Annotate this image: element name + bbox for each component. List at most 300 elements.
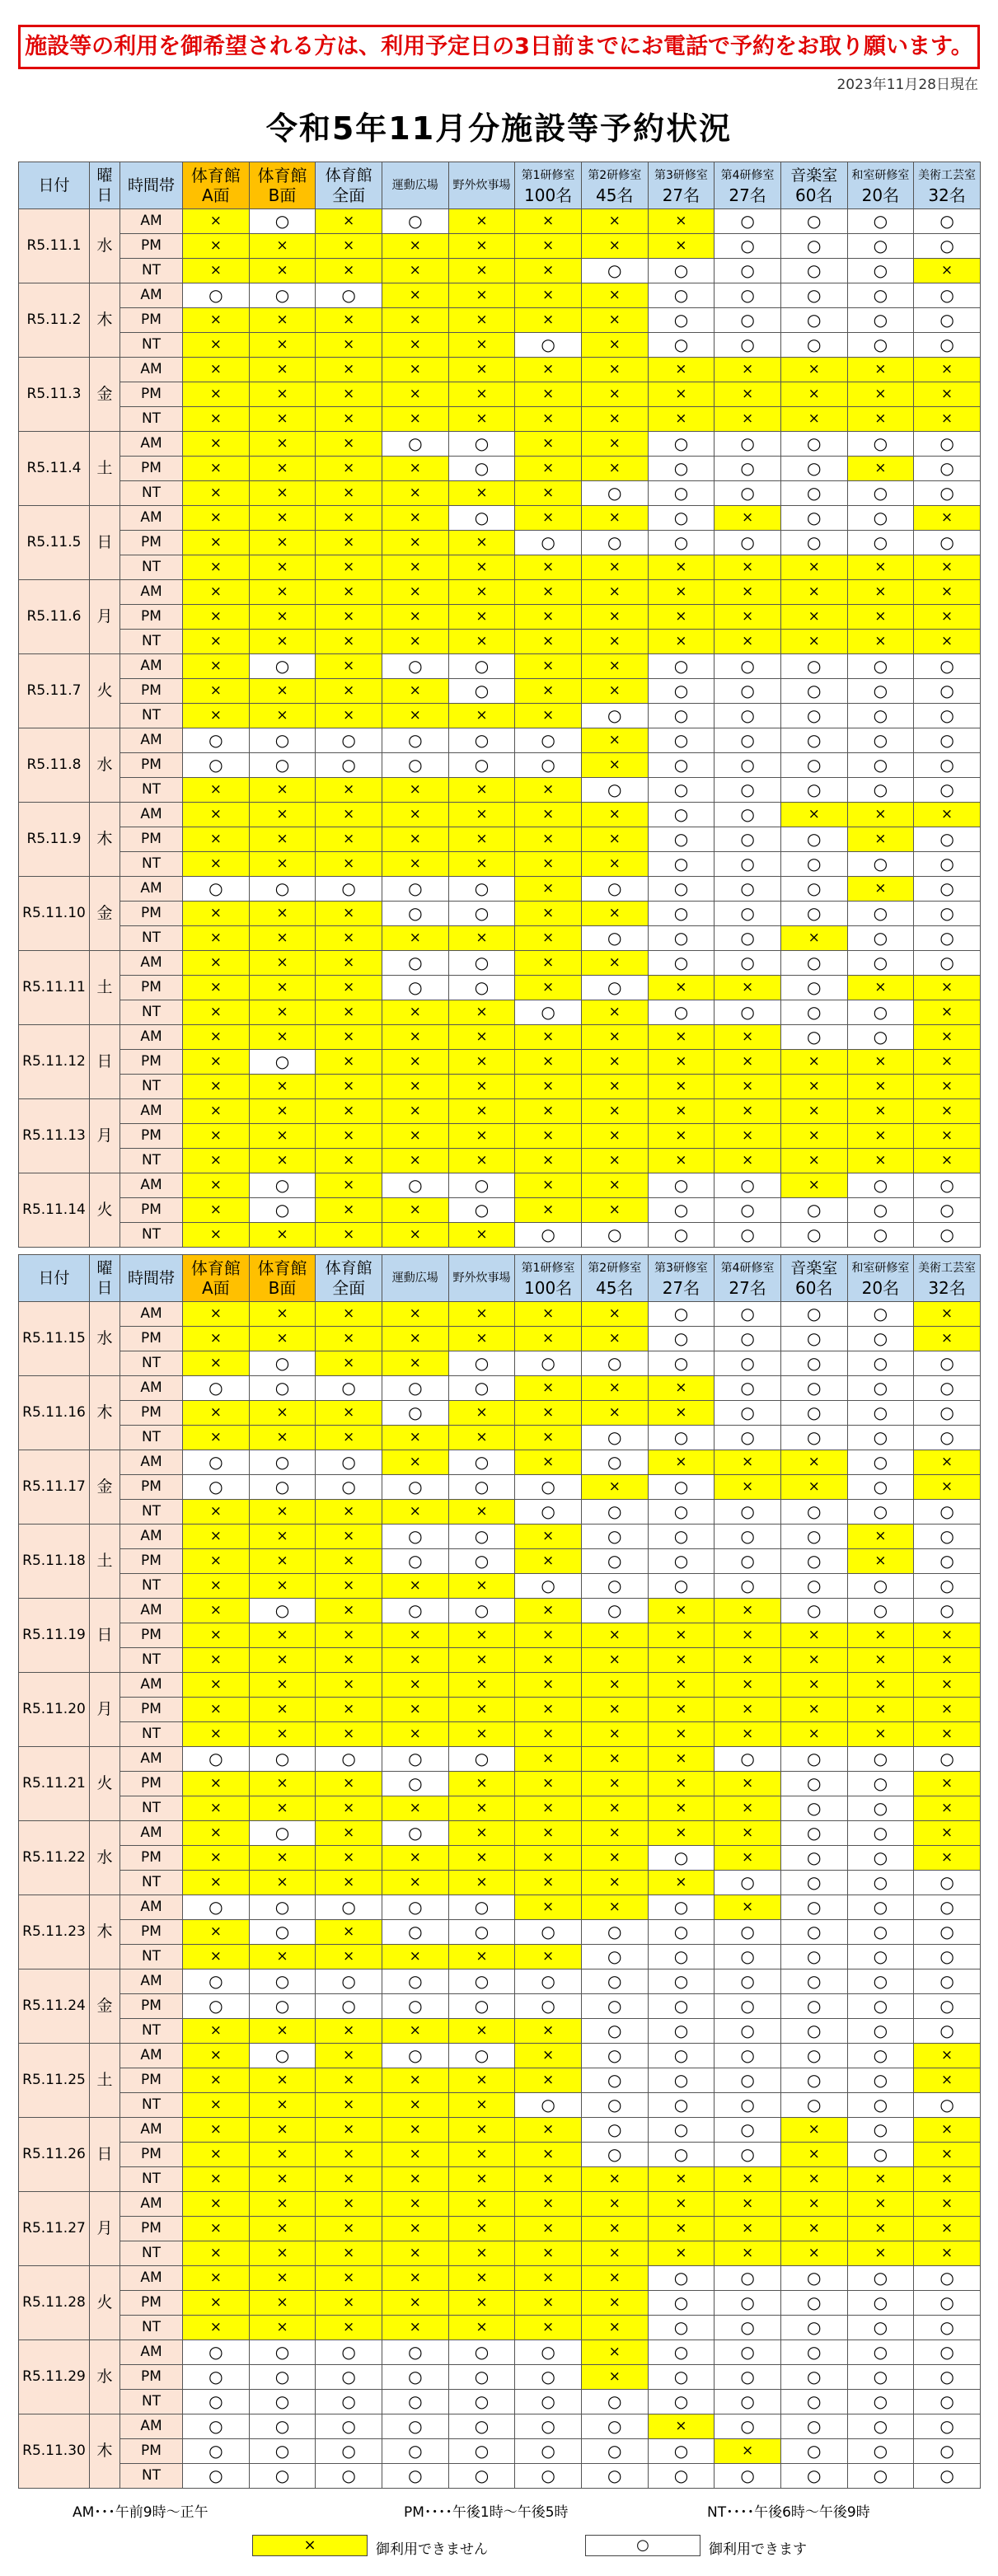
header-facility-5 [448, 1255, 515, 1302]
status-unavailable: × [249, 1796, 316, 1821]
status-unavailable: × [780, 1475, 847, 1500]
status-available: ○ [648, 1173, 715, 1198]
status-unavailable: × [448, 827, 515, 852]
status-available: ○ [914, 2365, 981, 2390]
status-unavailable: × [914, 976, 981, 1000]
status-available: ○ [847, 2291, 914, 2316]
status-unavailable: × [249, 407, 316, 432]
status-unavailable: × [316, 2143, 382, 2167]
status-available: ○ [382, 2464, 448, 2489]
header-facility-6 [515, 1255, 582, 1302]
status-available: ○ [249, 728, 316, 753]
status-unavailable: × [780, 358, 847, 382]
table-row [19, 1351, 981, 1376]
status-unavailable: × [249, 1500, 316, 1525]
status-unavailable: × [448, 333, 515, 358]
status-available: ○ [847, 1821, 914, 1846]
status-available: ○ [648, 704, 715, 728]
status-unavailable: × [183, 1722, 250, 1747]
status-available: ○ [715, 2266, 781, 2291]
status-available: ○ [715, 531, 781, 555]
status-unavailable: × [316, 679, 382, 704]
status-unavailable: × [648, 1722, 715, 1747]
status-unavailable: × [249, 1401, 316, 1426]
status-unavailable: × [382, 1796, 448, 1821]
status-available: ○ [914, 2390, 981, 2414]
status-unavailable: × [316, 852, 382, 877]
status-unavailable: × [515, 1173, 582, 1198]
status-available: ○ [515, 2365, 582, 2390]
status-unavailable: × [382, 2217, 448, 2241]
status-unavailable: × [249, 1099, 316, 1124]
status-available: ○ [847, 1574, 914, 1599]
status-available: ○ [448, 1173, 515, 1198]
status-unavailable: × [715, 555, 781, 580]
status-unavailable: × [715, 407, 781, 432]
facility-name: 野外炊事場 [452, 179, 511, 192]
status-unavailable: × [780, 1698, 847, 1722]
status-unavailable: × [249, 481, 316, 506]
status-available: ○ [715, 457, 781, 481]
status-unavailable: × [515, 1376, 582, 1401]
status-unavailable: × [515, 209, 582, 234]
status-unavailable: × [515, 1075, 582, 1099]
table-row [19, 852, 981, 877]
status-available: ○ [715, 654, 781, 679]
status-unavailable: × [183, 432, 250, 457]
status-available: ○ [648, 481, 715, 506]
table-row [19, 333, 981, 358]
status-available: ○ [780, 679, 847, 704]
status-available: ○ [648, 1969, 715, 1994]
status-unavailable: × [183, 1000, 250, 1025]
status-available: ○ [648, 283, 715, 308]
status-unavailable: × [183, 1574, 250, 1599]
status-unavailable: × [581, 1000, 648, 1025]
slot-cell: NT [120, 1426, 183, 1450]
status-available: ○ [515, 2464, 582, 2489]
status-available: ○ [780, 283, 847, 308]
slot-cell: PM [120, 1846, 183, 1871]
weekday-cell: 木 [90, 2414, 120, 2489]
slot-cell: PM [120, 457, 183, 481]
status-available: ○ [448, 976, 515, 1000]
status-unavailable: × [448, 1673, 515, 1698]
status-available: ○ [914, 2019, 981, 2044]
status-available: ○ [382, 432, 448, 457]
status-available: ○ [382, 728, 448, 753]
facility-name: 第2研修室 [588, 169, 642, 182]
slot-cell: AM [120, 1376, 183, 1401]
status-unavailable: × [847, 1623, 914, 1648]
status-unavailable: × [316, 803, 382, 827]
status-unavailable: × [183, 555, 250, 580]
status-unavailable: × [581, 2316, 648, 2340]
status-unavailable: × [382, 1000, 448, 1025]
status-available: ○ [448, 2365, 515, 2390]
status-available: ○ [581, 976, 648, 1000]
status-available: ○ [448, 1351, 515, 1376]
status-unavailable: × [448, 1124, 515, 1149]
status-unavailable: × [249, 1302, 316, 1327]
status-unavailable: × [780, 2167, 847, 2192]
table-row [19, 1648, 981, 1673]
status-available: ○ [780, 2291, 847, 2316]
status-unavailable: × [316, 1000, 382, 1025]
status-unavailable: × [515, 2068, 582, 2093]
status-unavailable: × [382, 1050, 448, 1075]
legend [0, 2495, 998, 2569]
status-unavailable: × [581, 951, 648, 976]
status-available: ○ [780, 827, 847, 852]
status-unavailable: × [183, 2044, 250, 2068]
status-unavailable: × [316, 1623, 382, 1648]
status-unavailable: × [316, 580, 382, 605]
status-available: ○ [648, 753, 715, 778]
status-available: ○ [847, 1747, 914, 1772]
status-unavailable: × [581, 2266, 648, 2291]
status-unavailable: × [183, 1772, 250, 1796]
status-available: ○ [780, 2365, 847, 2390]
status-unavailable: × [448, 704, 515, 728]
status-available: ○ [648, 1351, 715, 1376]
status-available: ○ [914, 1549, 981, 1574]
status-available: ○ [715, 2118, 781, 2143]
table-row [19, 877, 981, 902]
status-available: ○ [780, 852, 847, 877]
status-available: ○ [847, 1599, 914, 1623]
status-available: ○ [847, 234, 914, 259]
status-available: ○ [847, 2316, 914, 2340]
status-available: ○ [382, 1475, 448, 1500]
status-unavailable: × [780, 2192, 847, 2217]
status-available: ○ [581, 1500, 648, 1525]
slot-cell: PM [120, 234, 183, 259]
table-row [19, 2390, 981, 2414]
status-unavailable: × [249, 1722, 316, 1747]
status-available: ○ [715, 1969, 781, 1994]
status-unavailable: × [515, 1549, 582, 1574]
status-unavailable: × [316, 1075, 382, 1099]
status-available: ○ [648, 803, 715, 827]
status-available: ○ [914, 1426, 981, 1450]
status-unavailable: × [847, 1525, 914, 1549]
status-available: ○ [382, 951, 448, 976]
facility-name: 和室研修室 [851, 1262, 910, 1275]
weekday-cell: 土 [90, 432, 120, 506]
status-available: ○ [515, 2390, 582, 2414]
status-available: ○ [715, 1945, 781, 1969]
date-cell: R5.11.21 [19, 1747, 90, 1821]
slot-cell: NT [120, 555, 183, 580]
status-unavailable: × [515, 2217, 582, 2241]
status-available: ○ [648, 333, 715, 358]
status-unavailable: × [183, 1500, 250, 1525]
status-unavailable: × [648, 1747, 715, 1772]
status-unavailable: × [515, 2241, 582, 2266]
status-unavailable: × [183, 457, 250, 481]
status-available: ○ [780, 1223, 847, 1248]
status-available: ○ [448, 2390, 515, 2414]
slot-cell: NT [120, 778, 183, 803]
facility-name: 音楽室 [790, 166, 838, 185]
status-available: ○ [715, 1920, 781, 1945]
status-available: ○ [448, 877, 515, 902]
status-unavailable: × [515, 2266, 582, 2291]
status-available: ○ [183, 1994, 250, 2019]
status-available: ○ [847, 209, 914, 234]
status-unavailable: × [515, 1895, 582, 1920]
status-available: ○ [249, 1895, 316, 1920]
status-unavailable: × [183, 1099, 250, 1124]
status-unavailable: × [249, 679, 316, 704]
status-unavailable: × [382, 2241, 448, 2266]
status-available: ○ [581, 2390, 648, 2414]
status-unavailable: × [183, 1124, 250, 1149]
facility-name: 体育館 [190, 1258, 241, 1278]
status-unavailable: × [249, 1623, 316, 1648]
status-unavailable: × [316, 1945, 382, 1969]
status-unavailable: × [581, 679, 648, 704]
status-available: ○ [847, 1846, 914, 1871]
status-unavailable: × [183, 654, 250, 679]
status-unavailable: × [715, 976, 781, 1000]
legend-available-swatch: ○ [585, 2535, 700, 2556]
status-unavailable: × [249, 1648, 316, 1673]
status-available: ○ [715, 902, 781, 926]
status-available: ○ [847, 1376, 914, 1401]
status-unavailable: × [448, 407, 515, 432]
status-available: ○ [249, 1050, 316, 1075]
status-available: ○ [648, 531, 715, 555]
status-available: ○ [648, 728, 715, 753]
header-facility-10 [780, 1255, 847, 1302]
status-unavailable: × [914, 1124, 981, 1149]
weekday-cell: 月 [90, 1673, 120, 1747]
status-unavailable: × [316, 358, 382, 382]
status-available: ○ [914, 926, 981, 951]
status-available: ○ [448, 1376, 515, 1401]
slot-cell: NT [120, 926, 183, 951]
slot-cell: PM [120, 753, 183, 778]
status-unavailable: × [316, 1920, 382, 1945]
table-row [19, 1426, 981, 1450]
status-unavailable: × [382, 308, 448, 333]
status-unavailable: × [448, 2316, 515, 2340]
status-unavailable: × [183, 1846, 250, 1871]
status-unavailable: × [847, 358, 914, 382]
header-facility-2 [249, 162, 316, 209]
status-available: ○ [249, 209, 316, 234]
status-unavailable: × [316, 654, 382, 679]
status-available: ○ [648, 877, 715, 902]
table-row [19, 358, 981, 382]
facility-capacity: 全面 [332, 185, 366, 205]
status-unavailable: × [183, 1673, 250, 1698]
status-available: ○ [847, 1796, 914, 1821]
status-available: ○ [316, 1376, 382, 1401]
slot-cell: AM [120, 358, 183, 382]
status-available: ○ [581, 2093, 648, 2118]
status-unavailable: × [249, 1025, 316, 1050]
status-unavailable: × [715, 2217, 781, 2241]
status-unavailable: × [316, 1351, 382, 1376]
status-unavailable: × [847, 1149, 914, 1173]
status-available: ○ [581, 2464, 648, 2489]
status-available: ○ [780, 654, 847, 679]
legend-available-label: 御利用できます [709, 2541, 807, 2558]
status-available: ○ [515, 2414, 582, 2439]
table-row [19, 1500, 981, 1525]
slot-cell: AM [120, 1747, 183, 1772]
status-unavailable: × [316, 1302, 382, 1327]
status-available: ○ [847, 1426, 914, 1450]
date-cell: R5.11.20 [19, 1673, 90, 1747]
status-unavailable: × [581, 308, 648, 333]
status-unavailable: × [316, 951, 382, 976]
status-available: ○ [847, 283, 914, 308]
status-unavailable: × [847, 457, 914, 481]
status-unavailable: × [914, 1772, 981, 1796]
status-unavailable: × [648, 1149, 715, 1173]
slot-cell: NT [120, 1075, 183, 1099]
status-available: ○ [448, 2439, 515, 2464]
status-unavailable: × [780, 1124, 847, 1149]
facility-name: 美術工芸室 [918, 169, 977, 182]
weekday-cell: 土 [90, 2044, 120, 2118]
status-unavailable: × [648, 358, 715, 382]
status-available: ○ [515, 2340, 582, 2365]
table-row [19, 2365, 981, 2390]
status-unavailable: × [249, 852, 316, 877]
status-unavailable: × [382, 283, 448, 308]
status-unavailable: × [249, 2019, 316, 2044]
status-unavailable: × [382, 1223, 448, 1248]
status-unavailable: × [515, 580, 582, 605]
table-row [19, 1327, 981, 1351]
slot-cell: AM [120, 2044, 183, 2068]
status-available: ○ [648, 1475, 715, 1500]
status-unavailable: × [780, 2241, 847, 2266]
status-unavailable: × [715, 1124, 781, 1149]
date-cell: R5.11.5 [19, 506, 90, 580]
status-available: ○ [316, 1475, 382, 1500]
status-available: ○ [249, 1599, 316, 1623]
weekday-cell: 水 [90, 209, 120, 283]
header-facility-2 [249, 1255, 316, 1302]
header-facility-11 [847, 1255, 914, 1302]
weekday-cell: 日 [90, 506, 120, 580]
status-available: ○ [847, 2093, 914, 2118]
status-unavailable: × [316, 1648, 382, 1673]
status-unavailable: × [648, 580, 715, 605]
status-available: ○ [715, 1327, 781, 1351]
status-unavailable: × [448, 2167, 515, 2192]
status-available: ○ [715, 2068, 781, 2093]
status-unavailable: × [648, 1796, 715, 1821]
status-unavailable: × [515, 1698, 582, 1722]
status-unavailable: × [448, 209, 515, 234]
status-available: ○ [715, 1500, 781, 1525]
status-available: ○ [448, 902, 515, 926]
status-unavailable: × [648, 1075, 715, 1099]
date-cell: R5.11.22 [19, 1821, 90, 1895]
status-available: ○ [648, 1945, 715, 1969]
status-unavailable: × [316, 630, 382, 654]
status-unavailable: × [448, 1426, 515, 1450]
status-available: ○ [847, 1994, 914, 2019]
status-unavailable: × [847, 1673, 914, 1698]
status-available: ○ [183, 1450, 250, 1475]
status-available: ○ [581, 2019, 648, 2044]
status-available: ○ [780, 234, 847, 259]
status-unavailable: × [382, 506, 448, 531]
status-available: ○ [715, 259, 781, 283]
status-available: ○ [581, 1920, 648, 1945]
status-unavailable: × [914, 1450, 981, 1475]
status-available: ○ [648, 2340, 715, 2365]
status-available: ○ [715, 308, 781, 333]
status-unavailable: × [914, 1327, 981, 1351]
table-row [19, 1945, 981, 1969]
status-available: ○ [648, 951, 715, 976]
status-unavailable: × [382, 926, 448, 951]
status-available: ○ [581, 704, 648, 728]
table-row [19, 654, 981, 679]
status-available: ○ [515, 1994, 582, 2019]
table-row [19, 555, 981, 580]
status-available: ○ [648, 1895, 715, 1920]
status-unavailable: × [382, 1500, 448, 1525]
status-unavailable: × [183, 1920, 250, 1945]
status-available: ○ [648, 1327, 715, 1351]
status-available: ○ [648, 679, 715, 704]
facility-name: 第2研修室 [588, 1262, 642, 1275]
as-of-date: 2023年11月28日現在 [836, 77, 978, 93]
status-available: ○ [648, 2439, 715, 2464]
status-unavailable: × [183, 1525, 250, 1549]
status-unavailable: × [515, 234, 582, 259]
status-unavailable: × [847, 1099, 914, 1124]
slot-cell: PM [120, 1698, 183, 1722]
status-available: ○ [780, 1525, 847, 1549]
slot-cell: PM [120, 1994, 183, 2019]
date-cell: R5.11.26 [19, 2118, 90, 2192]
table-row [19, 2118, 981, 2143]
status-available: ○ [648, 1500, 715, 1525]
status-unavailable: × [914, 630, 981, 654]
slot-cell: PM [120, 2143, 183, 2167]
status-unavailable: × [448, 778, 515, 803]
status-unavailable: × [448, 283, 515, 308]
status-unavailable: × [581, 1124, 648, 1149]
status-available: ○ [780, 1920, 847, 1945]
status-available: ○ [648, 1198, 715, 1223]
status-unavailable: × [249, 308, 316, 333]
facility-capacity: 60名 [795, 185, 833, 205]
slot-cell: AM [120, 951, 183, 976]
status-available: ○ [648, 926, 715, 951]
status-available: ○ [183, 283, 250, 308]
status-available: ○ [780, 1994, 847, 2019]
facility-name: 第3研修室 [654, 1262, 708, 1275]
status-unavailable: × [249, 902, 316, 926]
facility-name: 野外炊事場 [452, 1272, 511, 1285]
slot-cell: NT [120, 1149, 183, 1173]
header-facility-4 [382, 162, 448, 209]
status-available: ○ [715, 2365, 781, 2390]
status-unavailable: × [382, 630, 448, 654]
